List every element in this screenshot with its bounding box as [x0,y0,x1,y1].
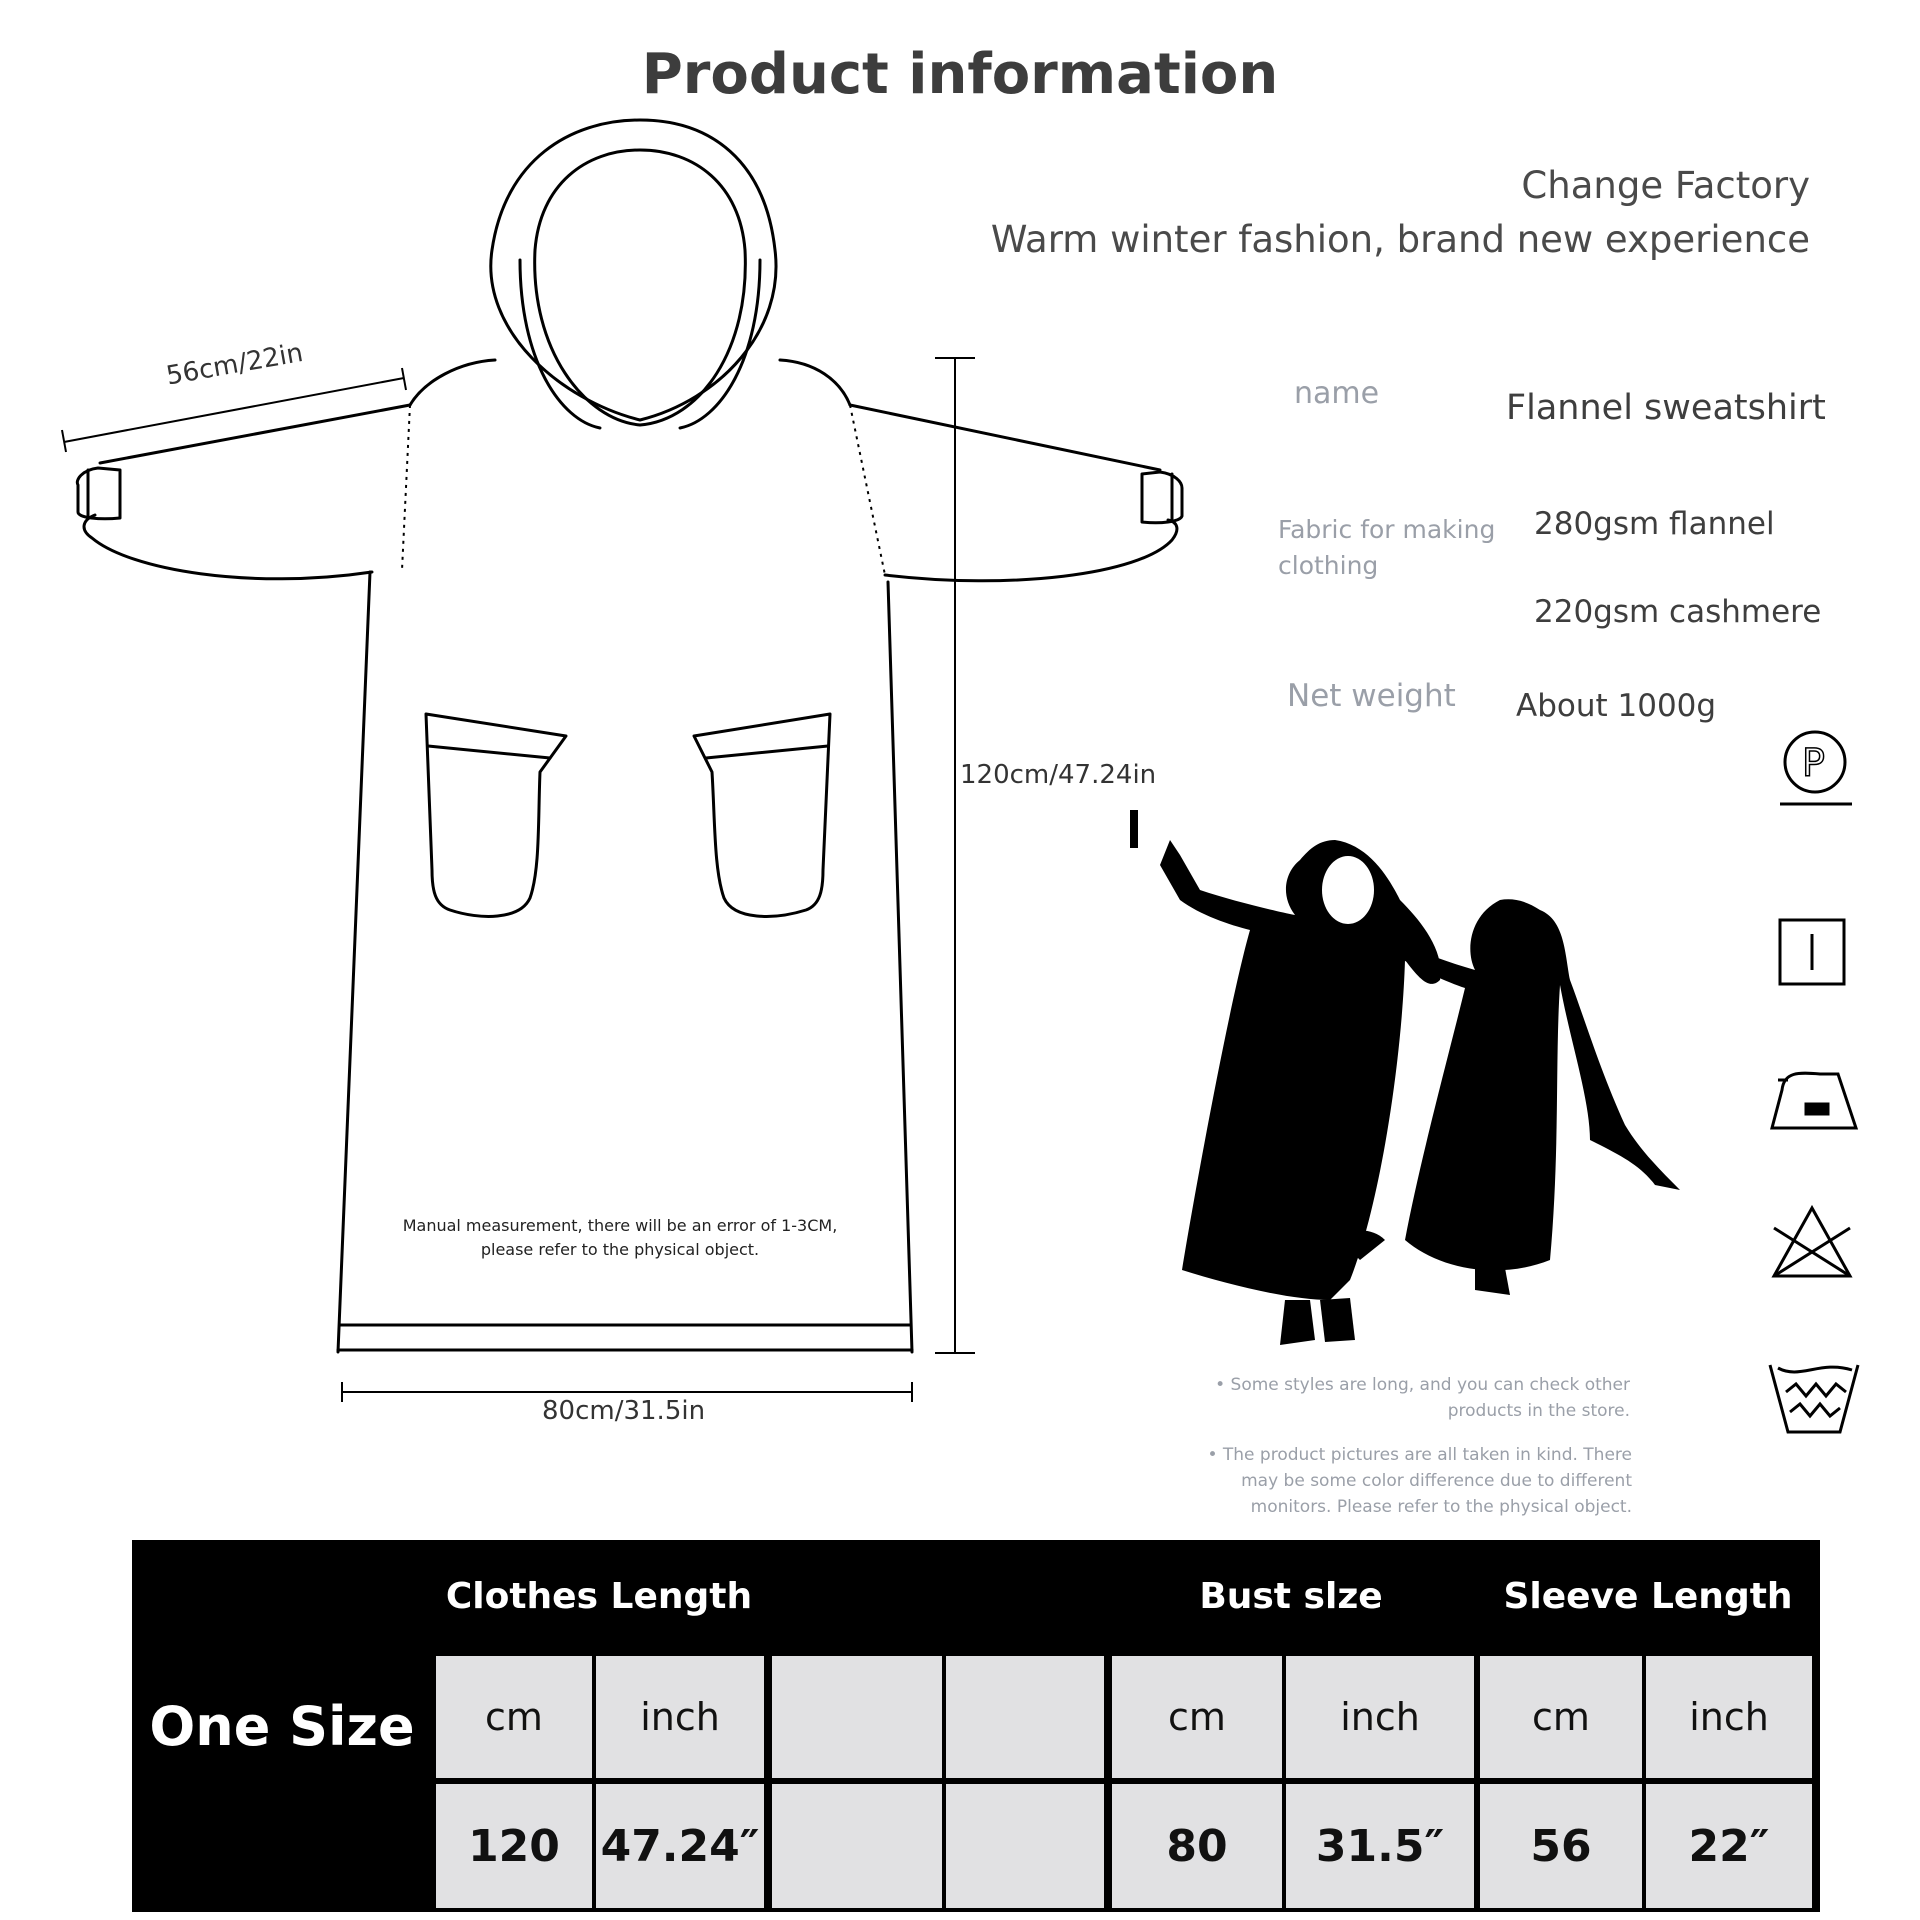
svg-text:P: P [1802,741,1825,785]
iron-medium-icon [1772,1073,1856,1128]
name-value: Flannel sweatshirt [1506,388,1826,428]
no-bleach-icon [1774,1208,1850,1276]
value-length-inch: 47.24″ [596,1784,764,1908]
sleeve-measure: 56cm/22in [164,337,306,392]
unit-bust-inch: inch [1286,1656,1474,1778]
model-silhouettes [1120,810,1780,1360]
fabric-value-1: 280gsm flannel [1534,506,1775,542]
weight-label: Net weight [1287,678,1456,714]
unit-length-cm: cm [436,1656,592,1778]
hand-wash-icon [1770,1365,1858,1432]
person-1-silhouette [1160,840,1441,1300]
value-bust-inch: 31.5″ [1286,1784,1474,1908]
weight-value: About 1000g [1516,688,1717,724]
unit-bust-cm: cm [1112,1656,1282,1778]
value-sleeve-cm: 56 [1480,1784,1642,1908]
note-long-styles: • Some styles are long, and you can check other products in the store. [1215,1375,1630,1421]
measurement-note: Manual measurement, there will be an error of 1-3CM, please refer to the physical object. [402,1216,838,1259]
dry-clean-p-icon [1780,732,1852,804]
size-table [132,1540,1820,1912]
value-empty-2 [946,1784,1104,1908]
note-color-difference: • The product pictures are all taken in kind. There may be some color difference due to different monitors. Please refer to the physical object. [1207,1445,1632,1517]
unit-sleeve-inch: inch [1646,1656,1812,1778]
one-size-label: One Size [149,1694,415,1758]
width-measure: 80cm/31.5in [542,1396,706,1426]
brand-slogan: Warm winter fashion, brand new experience [990,218,1810,261]
brand-name: Change Factory [1521,164,1810,207]
unit-sleeve-cm: cm [1480,1656,1642,1778]
name-label: name [1294,376,1380,411]
fabric-label: Fabric for making clothing [1278,515,1496,580]
tumble-dry-icon [1780,920,1844,984]
unit-length-inch: inch [596,1656,764,1778]
header-clothes-length: Clothes Length [445,1575,753,1617]
length-measure: 120cm/47.24in [960,760,1157,790]
care-icons [1760,720,1900,1540]
value-empty-1 [772,1784,942,1908]
fabric-value-2: 220gsm cashmere [1534,594,1822,630]
value-sleeve-inch: 22″ [1646,1784,1812,1908]
left-pocket [426,714,566,916]
page-title: Product information [641,42,1279,107]
header-sleeve-length: Sleeve Length [1503,1575,1793,1617]
value-bust-cm: 80 [1112,1784,1282,1908]
header-bust-size: Bust slze [1199,1575,1383,1617]
unit-empty-1 [772,1656,942,1778]
header-empty [772,1540,1102,1652]
unit-empty-2 [946,1656,1104,1778]
face-opening [1322,856,1374,924]
right-pocket [694,714,830,916]
value-length-cm: 120 [436,1784,592,1908]
